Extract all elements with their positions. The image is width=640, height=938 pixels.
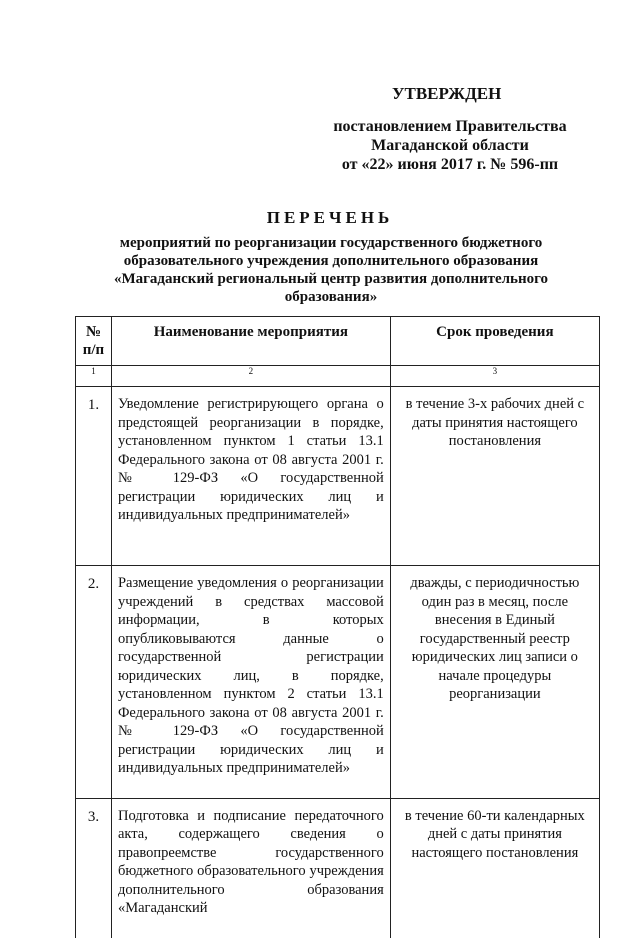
subtitle-line-1: мероприятий по реорганизации государственного бюджетного <box>119 235 543 251</box>
row-number: 2. <box>76 566 112 799</box>
subtitle-line-3: «Магаданский региональный центр развития дополнительного <box>113 271 549 287</box>
subtitle-line-2: образовательного учреждения дополнительного образования <box>123 253 539 269</box>
measures-table <box>75 316 600 938</box>
row-measure: Подготовка и подписание передаточного акта, содержащего сведения о правопреемстве государственного бюджетного образовательного учреждения дополнительного образования «Магаданский <box>111 798 390 938</box>
approval-heading: УТВЕРЖДЕН <box>392 84 502 103</box>
row-measure: Уведомление регистрирующего органа о предстоящей реорганизации в порядке, установленном пунктом 1 статьи 13.1 Федерального закона от 08 августа 2001 г. № 129-ФЗ «О государственной регистрации юридических лиц и индивидуальных предпринимателей» <box>111 387 390 566</box>
approval-block <box>300 84 600 174</box>
approval-line-3: от «22» июня 2017 г. № 596-пп <box>341 156 559 173</box>
header-name: Наименование мероприятия <box>111 317 390 366</box>
table-row <box>76 798 600 938</box>
row-term: в течение 60-ти календарных дней с даты принятия настоящего постановления <box>390 798 599 938</box>
approval-line-2: Магаданской области <box>371 137 529 154</box>
column-number: 3 <box>390 366 599 387</box>
row-term: в течение 3-х рабочих дней с даты принятия настоящего постановления <box>390 387 599 566</box>
row-number: 3. <box>76 798 112 938</box>
column-number: 1 <box>76 366 112 387</box>
header-term: Срок проведения <box>390 317 599 366</box>
document-title: ПЕРЕЧЕНЬ <box>266 208 394 227</box>
column-number-row <box>76 366 600 387</box>
table-row <box>76 387 600 566</box>
approval-line-1: постановлением Правительства <box>333 118 567 135</box>
row-term: дважды, с периодичностью один раз в месяц, после внесения в Единый государственный реестр юридических лиц записи о начале процедуры реорганизации <box>390 566 599 799</box>
table-header-row <box>76 317 600 366</box>
column-number: 2 <box>111 366 390 387</box>
header-num: № п/п <box>76 317 112 366</box>
subtitle-line-4: образования» <box>284 289 378 305</box>
document-subtitle <box>86 234 576 306</box>
table-row <box>76 566 600 799</box>
row-measure: Размещение уведомления о реорганизации учреждений в средствах массовой информации, в которых опубликовываются данные о государственной регистрации юридических лиц, в порядке, установленном пунктом 2 статьи 13.1 Федерального закона от 08 августа 2001 г. № 129-ФЗ «О государственной регистрации юридических лиц и индивидуальных предпринимателей» <box>111 566 390 799</box>
row-number: 1. <box>76 387 112 566</box>
